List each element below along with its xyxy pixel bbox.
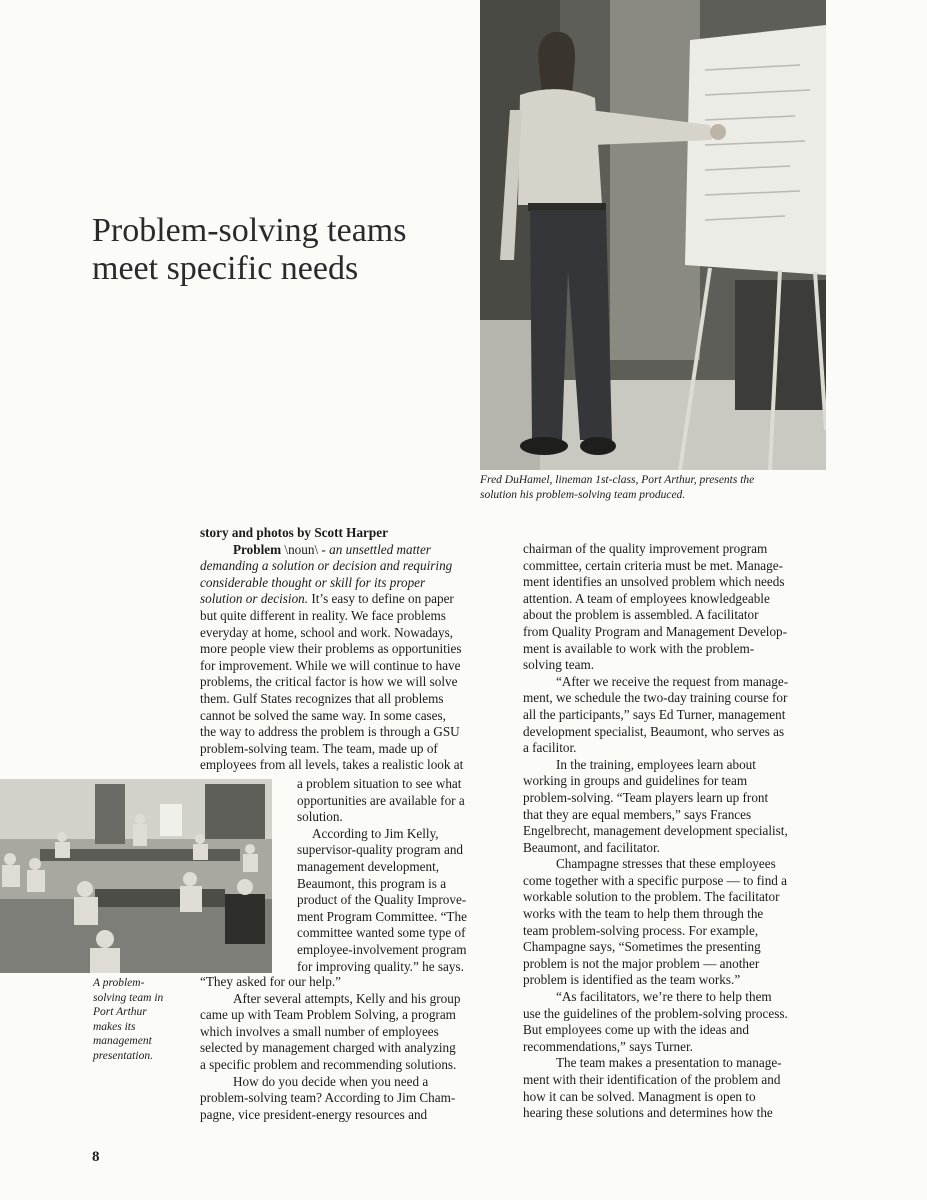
headline-line-1: Problem-solving teams	[92, 212, 407, 249]
text-line: come together with a specific purpose — to find a	[523, 872, 788, 888]
left-photo-caption	[93, 976, 185, 1063]
left-caption-line: makes its	[93, 1020, 136, 1033]
headline	[92, 212, 452, 288]
text-line: Beaumont, and facilitator.	[523, 839, 660, 855]
text-line: team problem-solving process. For example,	[523, 922, 759, 938]
text-line: pagne, vice president-energy resources and	[200, 1106, 428, 1122]
text-line: After several attempts, Kelly and his group	[233, 990, 461, 1006]
byline: story and photos by Scott Harper	[200, 525, 388, 540]
definition-text: an unsettled matter	[329, 541, 431, 557]
text-line: “As facilitators, we’re there to help them	[556, 989, 772, 1005]
text-line: “After we receive the request from manage-	[556, 673, 789, 689]
page-number: 8	[92, 1149, 100, 1165]
text-line: a specific problem and recommending solutions.	[200, 1056, 457, 1072]
text-line: cannot be solved the same way. In some cases,	[200, 707, 446, 723]
text-line: opportunities are available for a	[297, 792, 465, 808]
left-caption-line: A problem-	[93, 977, 145, 989]
text-line: workable solution to the problem. The facilitator	[523, 889, 780, 905]
top-caption-line-1: Fred DuHamel, lineman 1st-class, Port Arthur, presents the	[480, 474, 755, 486]
top-photo-caption	[480, 473, 825, 503]
text-line: problem is identified as the team works.”	[523, 972, 741, 988]
text-line: ment with their identification of the problem and	[523, 1072, 781, 1087]
definition-term: Problem	[233, 541, 282, 557]
text-line: Beaumont, this program is a	[297, 875, 447, 891]
text-line: problem is not the major problem — another	[523, 955, 760, 971]
team-meeting-photo	[0, 779, 272, 973]
text-line: ment is available to work with the problem-	[523, 640, 755, 656]
text-line: the way to address the problem is through a GSU	[200, 724, 460, 740]
text-line: working in groups and guidelines for team	[523, 773, 748, 789]
top-caption-line-2: solution his problem-solving team produced.	[480, 489, 686, 501]
text-line: employees from all levels, takes a realistic look at	[200, 757, 464, 773]
text-line: hearing these solutions and determines how the	[523, 1105, 773, 1121]
text-line: ment Program Committee. “The	[297, 908, 467, 924]
text-line: ment identifies an unsolved problem which needs	[523, 574, 785, 590]
article-column-1	[200, 525, 500, 774]
text-line: problem-solving team. The team, made up of	[200, 740, 438, 756]
presenter-photo	[480, 0, 826, 470]
definition-line	[200, 591, 500, 608]
text-line: how it can be solved. Managment is open to	[523, 1088, 756, 1104]
text-line: How do you decide when you need a	[233, 1073, 429, 1089]
text-line: “They asked for our help.”	[200, 974, 341, 989]
definition-line	[200, 542, 500, 559]
text-line: for improvement. While we will continue to have	[200, 657, 461, 673]
text-line: which involves a small number of employees	[200, 1023, 439, 1039]
text-line: employee-involvement program	[297, 941, 467, 957]
text-line: use the guidelines of the problem-solving process.	[523, 1005, 788, 1021]
definition-tail: It’s easy to define on paper	[308, 591, 454, 607]
text-line: solving team.	[523, 657, 595, 673]
left-caption-line: solving team in	[93, 991, 164, 1004]
text-line: everyday at home, school and work. Nowadays,	[200, 624, 454, 640]
definition-line: demanding a solution or decision and requiring	[200, 558, 453, 574]
text-line: management development,	[297, 858, 440, 874]
text-line: from Quality Program and Management Develop-	[523, 623, 788, 639]
text-line: In the training, employees learn about	[556, 756, 756, 772]
text-line: The team makes a presentation to manage-	[556, 1055, 782, 1071]
text-line: Champagne stresses that these employees	[556, 856, 776, 872]
article-column-2	[523, 541, 835, 1122]
text-line: a problem situation to see what	[297, 776, 462, 791]
text-line: product of the Quality Improve-	[297, 892, 467, 908]
text-line: Champagne says, “Sometimes the presenting	[523, 939, 761, 955]
definition-text: solution or decision.	[200, 591, 309, 607]
text-line: committee wanted some type of	[297, 925, 466, 941]
text-line: According to Jim Kelly,	[312, 825, 439, 841]
article-column-1-end	[200, 974, 500, 1123]
text-line: committee, certain criteria must be met. Manage-	[523, 557, 783, 573]
text-line: problems, the critical factor is how we will solve	[200, 674, 458, 690]
text-line: recommendations,” says Turner.	[523, 1038, 693, 1054]
text-line: that they are equal members,” says Frances	[523, 806, 752, 822]
presenter-photo-image	[480, 0, 826, 470]
text-line: supervisor-quality program and	[297, 842, 464, 858]
left-caption-line: presentation.	[93, 1049, 153, 1062]
text-line: but quite different in reality. We face problems	[200, 607, 446, 623]
left-caption-line: management	[93, 1035, 152, 1047]
text-line: solution.	[297, 809, 343, 825]
article-column-1-wrap	[297, 776, 507, 975]
text-line: development specialist, Beaumont, who serves as	[523, 723, 785, 739]
text-line: problem-solving team? According to Jim Cham-	[200, 1090, 456, 1106]
text-line: them. Gulf States recognizes that all problems	[200, 690, 444, 706]
text-line: all the participants,” says Ed Turner, management	[523, 706, 786, 722]
team-meeting-photo-image	[0, 779, 272, 973]
text-line: problem-solving. “Team players learn up front	[523, 789, 769, 805]
text-line: ment, we schedule the two-day training course for	[523, 690, 788, 706]
text-line: a facilitor.	[523, 740, 577, 756]
text-line: for improving quality.” he says.	[297, 958, 464, 974]
text-line: works with the team to help them through the	[523, 906, 764, 922]
text-line: chairman of the quality improvement program	[523, 541, 768, 556]
text-line: Engelbrecht, management development specialist,	[523, 823, 788, 839]
headline-line-2: meet specific needs	[92, 250, 359, 287]
text-line: attention. A team of employees knowledgeable	[523, 590, 770, 606]
definition-line: considerable thought or skill for its proper	[200, 574, 426, 590]
text-line: selected by management charged with analyzing	[200, 1040, 456, 1056]
left-caption-line: Port Arthur	[93, 1006, 147, 1018]
text-line: about the problem is assembled. A facilitator	[523, 607, 759, 623]
text-line: came up with Team Problem Solving, a program	[200, 1007, 456, 1023]
text-line: But employees come up with the ideas and	[523, 1022, 749, 1038]
text-line: more people view their problems as opportunities	[200, 641, 462, 657]
definition-pos: \noun\ -	[281, 541, 330, 557]
